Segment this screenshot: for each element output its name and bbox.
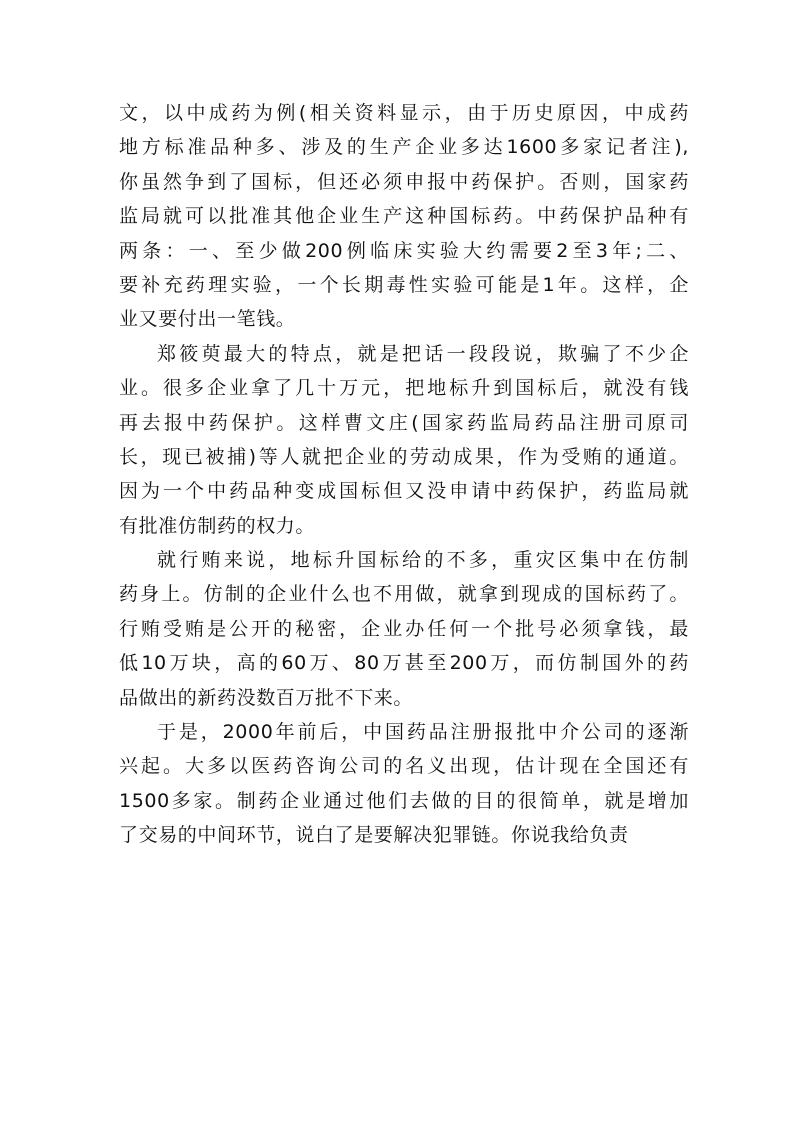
text-line: 业。很多企业拿了几十万元，把地标升到国标后，就没有钱 — [119, 377, 689, 400]
paragraph — [119, 96, 689, 337]
text-line: 行贿受贿是公开的秘密，企业办任何一个批号必须拿钱，最 — [119, 617, 689, 640]
text-line: 地方标准品种多、涉及的生产企业多达1600多家记者注), — [119, 136, 689, 159]
paragraph — [119, 543, 689, 715]
text-line: 再去报中药保护。这样曹文庄(国家药监局药品注册司原司 — [119, 411, 689, 434]
text-line: 长，现已被捕)等人就把企业的劳动成果，作为受贿的通道。 — [119, 445, 689, 468]
text-line: 兴起。大多以医药咨询公司的名义出现，估计现在全国还有 — [119, 755, 689, 778]
text-line: 品做出的新药没数百万批不下来。 — [119, 686, 414, 709]
text-line: 就行贿来说，地标升国标给的不多，重灾区集中在仿制 — [157, 549, 689, 572]
text-line: 两条：一、至少做200例临床实验大约需要2至3年;二、 — [119, 239, 689, 262]
text-line: 低10万块，高的60万、80万甚至200万，而仿制国外的药 — [119, 652, 689, 675]
body-text — [119, 96, 689, 853]
text-line: 你虽然争到了国标，但还必须申报中药保护。否则，国家药 — [119, 170, 689, 193]
text-line: 郑筱萸最大的特点，就是把话一段段说，欺骗了不少企 — [157, 342, 689, 365]
text-line: 要补充药理实验，一个长期毒性实验可能是1年。这样，企 — [119, 273, 689, 296]
text-line: 业又要付出一笔钱。 — [119, 308, 296, 331]
text-line: 于是，2000年前后，中国药品注册报批中介公司的逐渐 — [157, 721, 689, 744]
paragraph — [119, 337, 689, 543]
text-line: 因为一个中药品种变成国标但又没申请中药保护，药监局就 — [119, 480, 689, 503]
paragraph — [119, 715, 689, 853]
text-line: 药身上。仿制的企业什么也不用做，就拿到现成的国标药了。 — [119, 583, 689, 606]
text-line: 文，以中成药为例(相关资料显示，由于历史原因，中成药 — [119, 102, 689, 124]
text-line: 1500多家。制药企业通过他们去做的目的很简单，就是增加 — [119, 789, 689, 812]
text-line: 了交易的中间环节，说白了是要解决犯罪链。你说我给负责 — [119, 824, 629, 847]
text-line: 监局就可以批准其他企业生产这种国标药。中药保护品种有 — [119, 205, 689, 228]
text-line: 有批准仿制药的权力。 — [119, 514, 316, 537]
